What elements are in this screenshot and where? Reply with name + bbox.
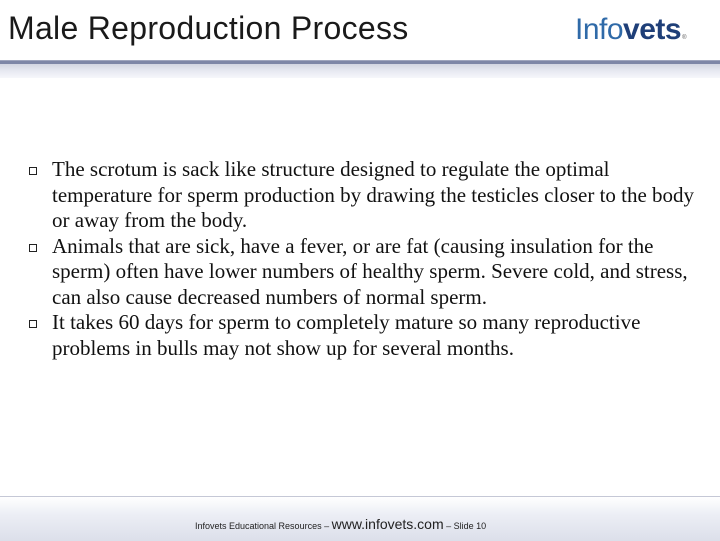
hollow-square-bullet-icon <box>29 244 37 252</box>
slide-title: Male Reproduction Process <box>8 10 409 46</box>
logo-text-info: Info <box>575 13 624 46</box>
logo-text-vets: vets <box>623 13 682 46</box>
header-divider <box>0 60 720 78</box>
bullet-text: It takes 60 days for sperm to completely mature so many reproductive problems in bulls may not show up for several months. <box>52 310 641 360</box>
bullet-item <box>29 157 709 234</box>
footer-url-link[interactable]: www.infovets.com <box>331 516 444 532</box>
bullet-text: Animals that are sick, have a fever, or are fat (causing insulation for the sperm) often have lower numbers of healthy sperm. Severe cold, and stress, can also cause decreased numbers of normal sperm. <box>52 233 688 309</box>
bullet-item <box>29 234 709 311</box>
footer-source: Infovets Educational Resources – <box>195 521 330 531</box>
registered-mark: ® <box>682 35 687 41</box>
hollow-square-bullet-icon <box>29 320 37 328</box>
footer-text <box>195 516 486 532</box>
infovets-logo <box>575 12 686 56</box>
footer-slide-number: – Slide 10 <box>446 521 487 531</box>
bullet-text: The scrotum is sack like structure designed to regulate the optimal temperature for sperm production by drawing the testicles closer to the body or away from the body. <box>52 157 695 232</box>
bullet-item <box>29 310 709 361</box>
bullet-list <box>29 157 709 361</box>
hollow-square-bullet-icon <box>29 167 37 175</box>
